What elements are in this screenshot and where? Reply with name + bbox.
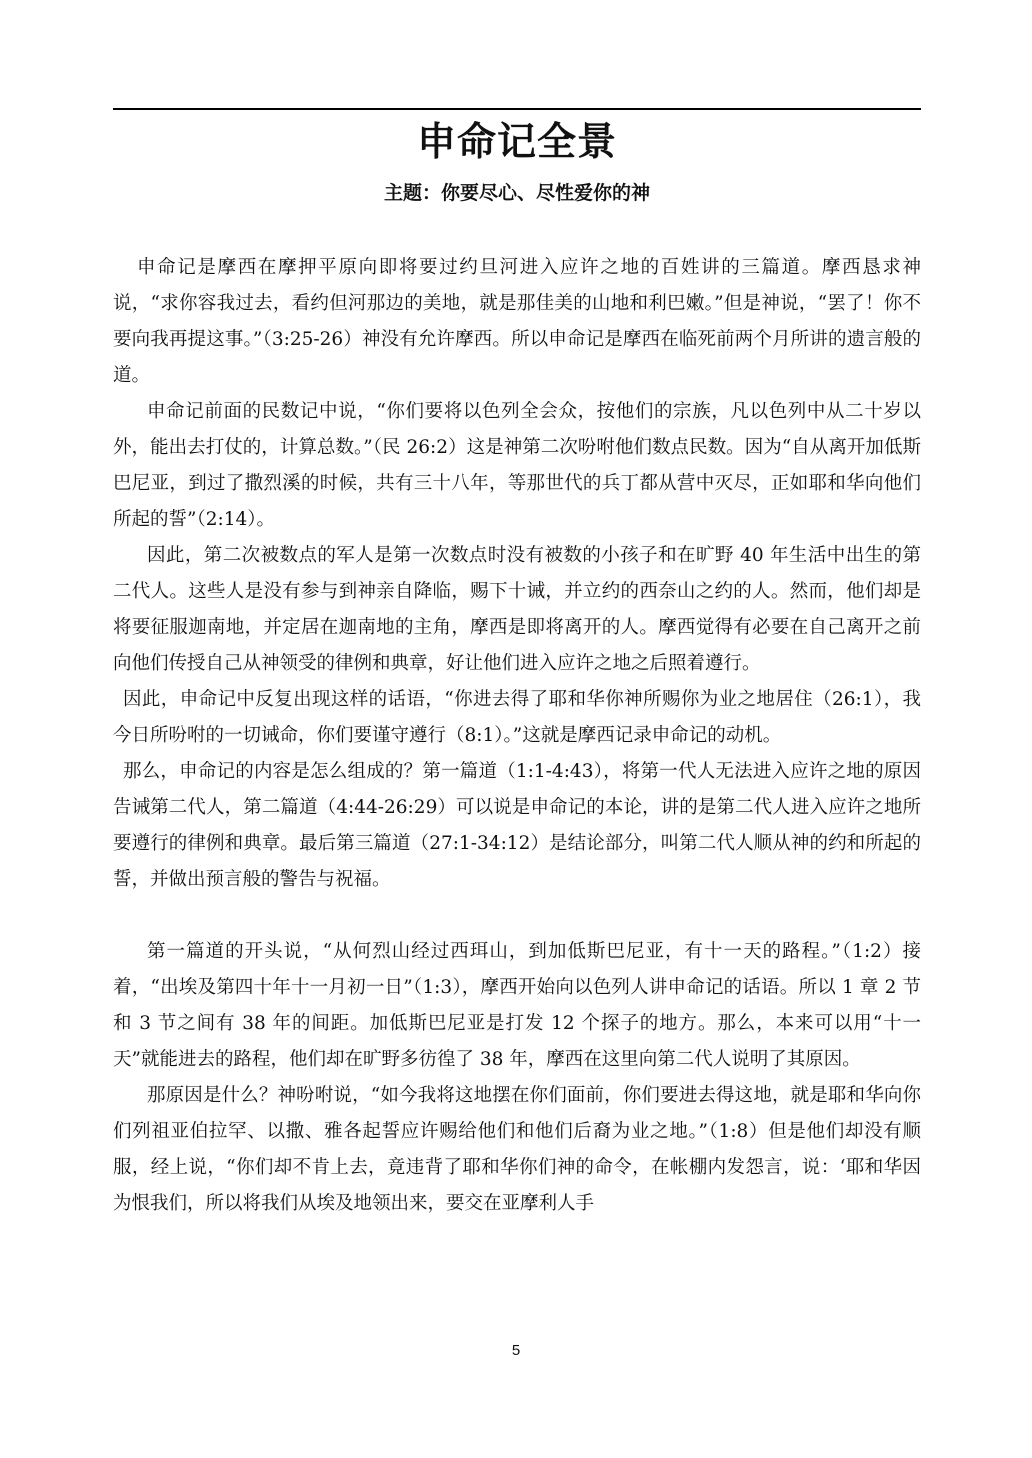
paragraph-numbers-census: 申命记前面的民数记中说，“你们要将以色列全会众，按他们的宗族，凡以色列中从二十岁以外，能出去打仗的，计算总数。”（民 26:2）这是神第二次吩咐他们数点民数。因为“自从离开加低斯巴尼亚，到过了撒烈溪的时候，共有三十八年，等那世代的兵丁都从营中灭尽，正如耶和华向他们所起的誓”（2:14）。 [113, 401, 921, 530]
page-number: 5 [511, 1342, 521, 1359]
paragraph-gap [113, 898, 921, 934]
paragraph-structure: 那么，申命记的内容是怎么组成的？第一篇道（1:1-4:43），将第一代人无法进入应许之地的原因告诫第二代人，第二篇道（4:44-26:29）可以说是申命记的本论，讲的是第二代人进入应许之地所要遵行的律例和典章。最后第三篇道（27:1-34:12）是结论部分，叫第二代人顺从神的约和所起的誓，并做出预言般的警告与祝福。 [113, 761, 921, 890]
page-subtitle: 主题：你要尽心、尽性爱你的神 [383, 182, 650, 204]
paragraph-reason: 那原因是什么？神吩咐说，“如今我将这地摆在你们面前，你们要进去得这地，就是耶和华向你们列祖亚伯拉罕、以撒、雅各起誓应许赐给他们和他们后裔为业之地。”（1:8）但是他们却没有顺服，经上说，“你们却不肯上去，竟违背了耶和华你们神的命令，在帐棚内发怨言，说：‘耶和华因为恨我们，所以将我们从埃及地领出来，要交在亚摩利人手 [113, 1085, 921, 1214]
paragraph-motivation: 因此，申命记中反复出现这样的话语，“你进去得了耶和华你神所赐你为业之地居住（26:1），我今日所吩咐的一切诫命，你们要谨守遵行（8:1）。”这就是摩西记录申命记的动机。 [113, 689, 921, 746]
header-rule [113, 108, 921, 110]
paragraph-first-sermon: 第一篇道的开头说，“从何烈山经过西珥山，到加低斯巴尼亚，有十一天的路程。”（1:2）接着，“出埃及第四十年十一月初一日”（1:3），摩西开始向以色列人讲申命记的话语。所以 1 章 2 节和 3 节之间有 38 年的间距。加低斯巴尼亚是打发 12 个探子的地方。那么，本来可以用“十一天”就能进去的路程，他们却在旷野多彷徨了 38 年，摩西在这里向第二代人说明了其原因。 [113, 941, 921, 1070]
paragraph-intro: 申命记是摩西在摩押平原向即将要过约旦河进入应许之地的百姓讲的三篇道。摩西恳求神说，“求你容我过去，看约但河那边的美地，就是那佳美的山地和利巴嫩。”但是神说，“罢了！你不要向我再提这事。”（3:25-26）神没有允许摩西。所以申命记是摩西在临死前两个月所讲的遗言般的道。 [113, 257, 921, 386]
page-title: 申命记全景 [416, 120, 617, 165]
paragraph-second-generation: 因此，第二次被数点的军人是第一次数点时没有被数的小孩子和在旷野 40 年生活中出生的第二代人。这些人是没有参与到神亲自降临，赐下十诫，并立约的西奈山之约的人。然而，他们却是将要征服迦南地，并定居在迦南地的主角，摩西是即将离开的人。摩西觉得有必要在自己离开之前向他们传授自己从神领受的律例和典章，好让他们进入应许之地之后照着遵行。 [113, 545, 921, 674]
document-body [113, 250, 921, 1222]
